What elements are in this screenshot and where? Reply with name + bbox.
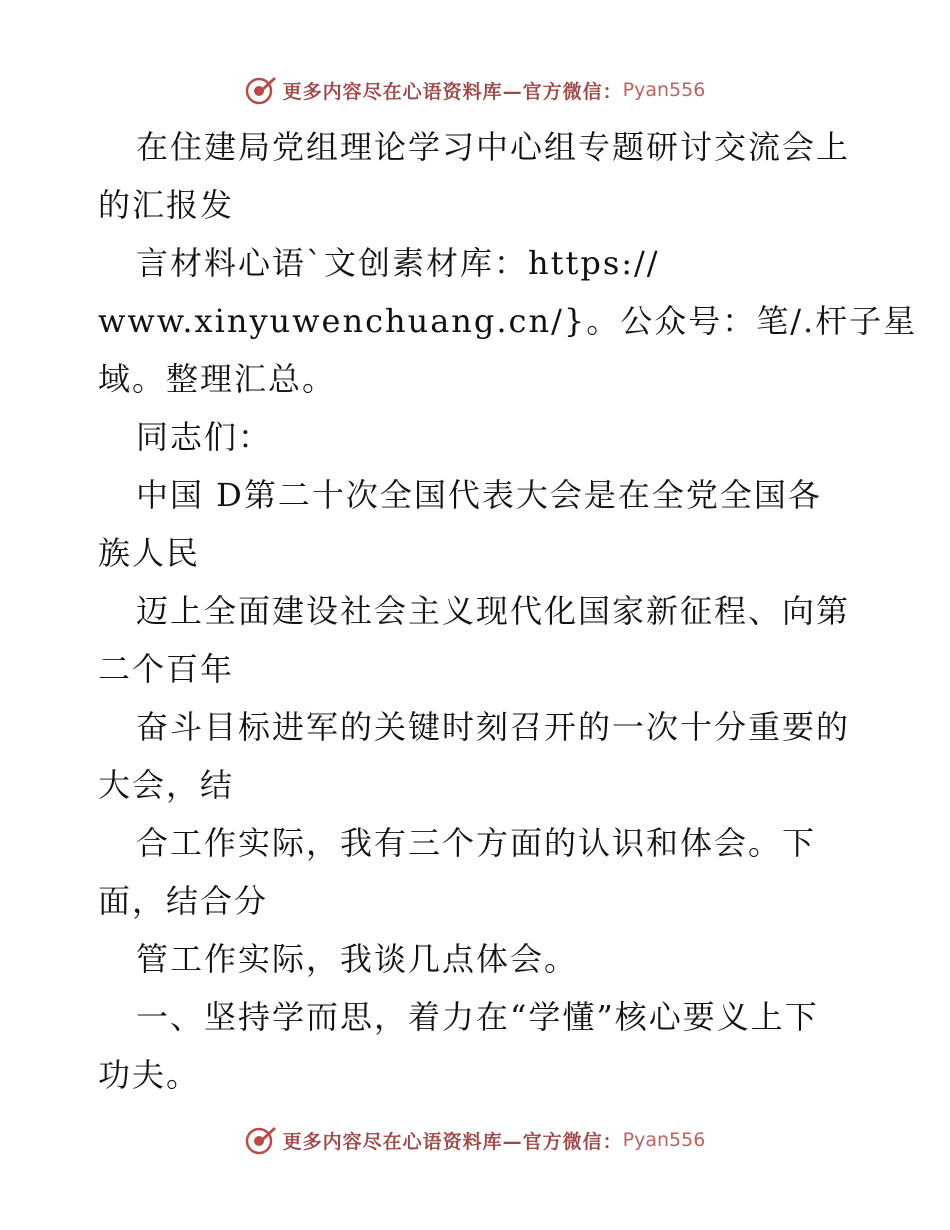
document-line: 合工作实际，我有三个方面的认识和体会。下 xyxy=(136,824,817,862)
document-line: 奋斗目标进军的关键时刻召开的一次十分重要的 xyxy=(136,708,851,746)
document-line: 迈上全面建设社会主义现代化国家新征程、向第 xyxy=(136,592,851,630)
document-line: 一、坚持学而思，着力在“学懂”核心要义上下 xyxy=(136,998,819,1036)
document-line: 大会，结 xyxy=(98,766,235,804)
document-line: 言材料心语`文创素材库：https:// xyxy=(136,244,660,282)
document-line: www.xinyuwenchuang.cn/}。公众号：笔/.杆子星 xyxy=(98,302,918,340)
document-line: 族人民 xyxy=(98,534,201,572)
watermark-account: Pyan556 xyxy=(622,1129,706,1151)
pen-logo-icon xyxy=(245,74,277,106)
watermark-text: 更多内容尽在心语资料库—官方微信： xyxy=(282,1130,623,1153)
document-line: 中国 D第二十次全国代表大会是在全党全国各 xyxy=(136,476,822,514)
watermark-account: Pyan556 xyxy=(622,79,706,101)
document-line: 的汇报发 xyxy=(98,186,235,224)
document-line: 面，结合分 xyxy=(98,882,269,920)
document-line: 在住建局党组理论学习中心组专题研讨交流会上 xyxy=(136,128,851,166)
document-line: 功夫。 xyxy=(98,1056,201,1094)
document-line: 域。整理汇总。 xyxy=(98,360,337,398)
pen-logo-icon xyxy=(245,1124,277,1156)
header-watermark xyxy=(0,70,950,110)
document-body xyxy=(98,118,918,1104)
watermark-text: 更多内容尽在心语资料库—官方微信： xyxy=(282,80,623,103)
document-line: 同志们： xyxy=(136,418,273,456)
document-line: 二个百年 xyxy=(98,650,235,688)
document-line: 管工作实际，我谈几点体会。 xyxy=(136,940,579,978)
footer-watermark xyxy=(0,1120,950,1160)
